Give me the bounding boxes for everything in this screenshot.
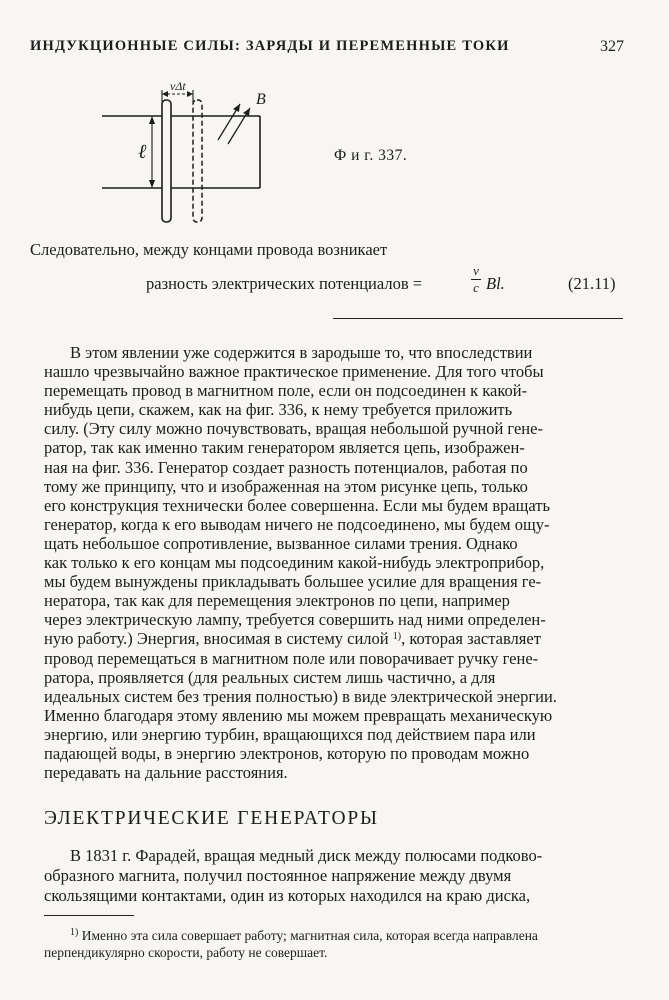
fraction-denominator: c — [473, 280, 479, 295]
paragraph-faraday — [44, 846, 626, 906]
footnote-marker: 1) — [392, 631, 402, 643]
equation-number: (21.11) — [568, 274, 616, 293]
footnote — [44, 928, 628, 961]
text-fragment: , которая заставляет — [401, 629, 541, 649]
text-line: В этом явлении уже содержится в зародыше то, что впоследствии — [70, 343, 533, 362]
text-line: генератор, когда к его выводам ничего не подсоединено, мы будем ощу- — [44, 514, 550, 534]
footnote-line — [44, 928, 628, 945]
fraction-numerator: v — [473, 263, 479, 278]
section-heading: ЭЛЕКТРИЧЕСКИЕ ГЕНЕРАТОРЫ — [44, 808, 379, 829]
text-line: как только к его концам мы подсоединим какой-нибудь электроприбор, — [44, 553, 545, 573]
footnote-line: перпендикулярно скорости, работу не совершает. — [44, 944, 328, 960]
fraction-v-over-c — [471, 264, 481, 295]
text-line-with-footnote — [44, 629, 626, 648]
text-line: образного магнита, получил постоянное напряжение между двумя — [44, 866, 512, 885]
text-line: ратора, проявляется (для реальных систем лишь частично, а для — [44, 667, 496, 687]
text-line: мы будем вынуждены прикладывать большее усилие для вращения ге- — [44, 572, 542, 592]
running-head: ИНДУКЦИОННЫЕ СИЛЫ: ЗАРЯДЫ И ПЕРЕМЕННЫЕ ТОКИ — [30, 38, 510, 54]
text-line: Именно благодаря этому явлению мы можем превращать механическую — [44, 705, 553, 725]
page-number: 327 — [600, 38, 624, 55]
figure-caption: Ф и г. 337. — [334, 147, 408, 164]
text-line: нибудь цепи, скажем, как на фиг. 336, к нему требуется приложить — [44, 400, 513, 420]
formula-tail: Bl. — [486, 274, 505, 293]
fig-label-l: ℓ — [138, 141, 147, 163]
text-line: нашло чрезвычайно важное практическое применение. Для того чтобы — [44, 362, 544, 382]
text-line: идеальных систем без трения полностью) в виде электрической энергии. — [44, 686, 557, 706]
text-line: передавать на дальние расстояния. — [44, 763, 288, 783]
formula-text: разность электрических потенциалов = — [146, 274, 423, 293]
text-line: перемещать провод в магнитном поле, если он подсоединен к какой- — [44, 381, 528, 401]
text-line: энергию, или энергию турбин, вращающихся под действием пара или — [44, 724, 536, 744]
text-line: щать небольшое сопротивление, вызванное силами трения. Однако — [44, 533, 518, 553]
text-line: нератора, так как для перемещения электронов по цепи, например — [44, 591, 510, 611]
text-line: ная на фиг. 336. Генератор создает разность потенциалов, работая по — [44, 457, 528, 477]
text-line: тому же принципу, что и изображенная на этом рисунке цепь, только — [44, 476, 528, 496]
text-line: через электрическую лампу, требуется совершить над ними определен- — [44, 610, 546, 630]
text-fragment: ную работу.) Энергия, вносимая в систему силой — [44, 629, 389, 649]
intro-sentence: Следовательно, между концами провода возникает — [30, 240, 388, 259]
text-line: ратор, так как именно таким генератором является цепь, изображен- — [44, 438, 525, 458]
footnote-text: Именно эта сила совершает работу; магнитная сила, которая всегда направлена — [78, 928, 538, 943]
text-line: провод перемещаться в магнитном поле или поворачивает ручку гене- — [44, 648, 539, 668]
footnote-marker: 1) — [70, 927, 79, 938]
equation-21-11 — [146, 263, 626, 304]
text-line: В 1831 г. Фарадей, вращая медный диск между полюсами подково- — [70, 846, 543, 865]
figure-337 — [100, 78, 270, 238]
text-line: скользящими контактами, один из которых находился на краю диска, — [44, 886, 531, 905]
fig-label-B: B — [256, 91, 266, 108]
text-line: падающей воды, в энергию электронов, которую по проводам можно — [44, 743, 530, 763]
fig-label-vdt: vΔt — [170, 79, 186, 93]
section-rule — [333, 318, 623, 319]
paragraph-induction-energy — [44, 343, 626, 782]
footnote-rule — [44, 915, 134, 916]
text-line: силу. (Эту силу можно почувствовать, вращая небольшой ручной гене- — [44, 419, 543, 439]
text-line: его конструкция технически более совершенна. Если мы будем вращать — [44, 495, 551, 515]
